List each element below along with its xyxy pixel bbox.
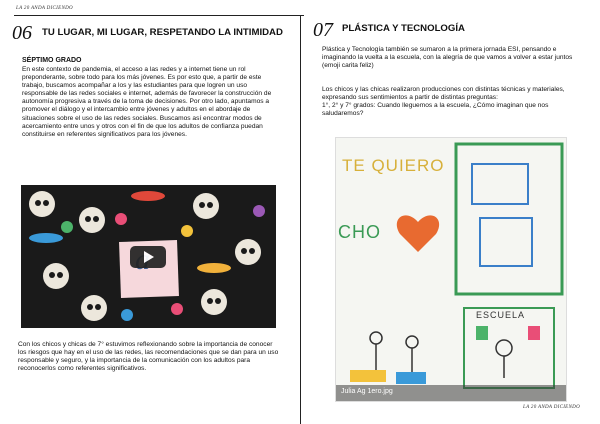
art-intro-paragraph: Plástica y Tecnología también se sumaron a la primera jornada ESI, pensando e imaginando la vuelta a la escuela, con la alegría de que vamos a volver a estar juntos (emoji carita feliz) bbox=[322, 46, 573, 70]
sombrero-pattern bbox=[131, 191, 165, 201]
play-icon[interactable] bbox=[130, 246, 166, 268]
section-title-06: TU LUGAR, MI LUGAR, RESPETANDO LA INTIMIDAD bbox=[42, 27, 283, 38]
drawing-text-escuela: ESCUELA bbox=[476, 310, 526, 320]
flower-pattern bbox=[115, 213, 127, 225]
productions-text: Los chicos y las chicas realizaron producciones con distintas técnicas y materiales, expresando sus sentimientos a partir de distintas preguntas: bbox=[322, 86, 565, 102]
flower-pattern bbox=[253, 205, 265, 217]
intro-paragraph: En este contexto de pandemia, el acceso a las redes y a internet tiene un rol preponderante, sobre todo para los más jóvenes. Es por esto que, a partir de este trabajo, buscamos acompañar a los y las estudiantes para que logren un uso responsable de las redes sociales e internet, además de favorecer la construcción de autonomía progresiva a través de la toma de decisiones. Por otro lado, apuntamos a promover el diálogo y el intercambio entre jóvenes y adultos en el abordaje de situaciones sobre el uso de las redes sociales. Buscamos así encontrar modos de acercamiento entre unos y otros con el fin de que los adultos de confianza puedan constituirse en referentes significativos para los jóvenes. bbox=[22, 66, 272, 138]
drawing-illustration bbox=[336, 138, 566, 401]
header-rule bbox=[14, 15, 304, 16]
section-number-06: 06 bbox=[12, 22, 32, 44]
art-description bbox=[322, 86, 584, 118]
skull-pattern bbox=[193, 193, 219, 219]
student-drawing-photo[interactable] bbox=[335, 137, 567, 402]
section-title-07: PLÁSTICA Y TECNOLOGÍA bbox=[342, 23, 465, 34]
skull-pattern bbox=[43, 263, 69, 289]
skull-pattern bbox=[235, 239, 261, 265]
column-divider bbox=[300, 16, 301, 424]
skull-pattern bbox=[201, 289, 227, 315]
section-number-07: 07 bbox=[313, 19, 333, 41]
skull-pattern bbox=[79, 207, 105, 233]
sombrero-pattern bbox=[29, 233, 63, 243]
publication-footer: LA 20 ANDA DICIENDO bbox=[523, 405, 580, 410]
publication-header: LA 20 ANDA DICIENDO bbox=[16, 6, 73, 11]
skull-pattern bbox=[29, 191, 55, 217]
photo-caption: Julia Ag 1ero.jpg bbox=[341, 388, 393, 395]
skull-pattern bbox=[81, 295, 107, 321]
photo-caption-bar bbox=[336, 385, 566, 401]
closing-paragraph: Con los chicos y chicas de 7° estuvimos reflexionando sobre la importancia de conocer los riesgos que hay en el uso de las redes, las recomendaciones que se dan para un uso responsable y seguro, y la importancia de la comunicación con los adultos para reconocerlos como referentes significativos. bbox=[18, 341, 279, 373]
flower-pattern bbox=[121, 309, 133, 321]
flower-pattern bbox=[171, 303, 183, 315]
flower-pattern bbox=[181, 225, 193, 237]
drawing-text-quiero: TE QUIERO bbox=[342, 156, 445, 175]
question-text: 1°, 2° y 7° grados: Cuando lleguemos a la escuela, ¿Cómo imaginan que nos saludaremos? bbox=[322, 102, 549, 118]
grade-subtitle: SÉPTIMO GRADO bbox=[22, 57, 82, 64]
drawing-text-cho: CHO bbox=[338, 222, 381, 242]
video-player[interactable] bbox=[21, 185, 276, 328]
sombrero-pattern bbox=[197, 263, 231, 273]
flower-pattern bbox=[61, 221, 73, 233]
